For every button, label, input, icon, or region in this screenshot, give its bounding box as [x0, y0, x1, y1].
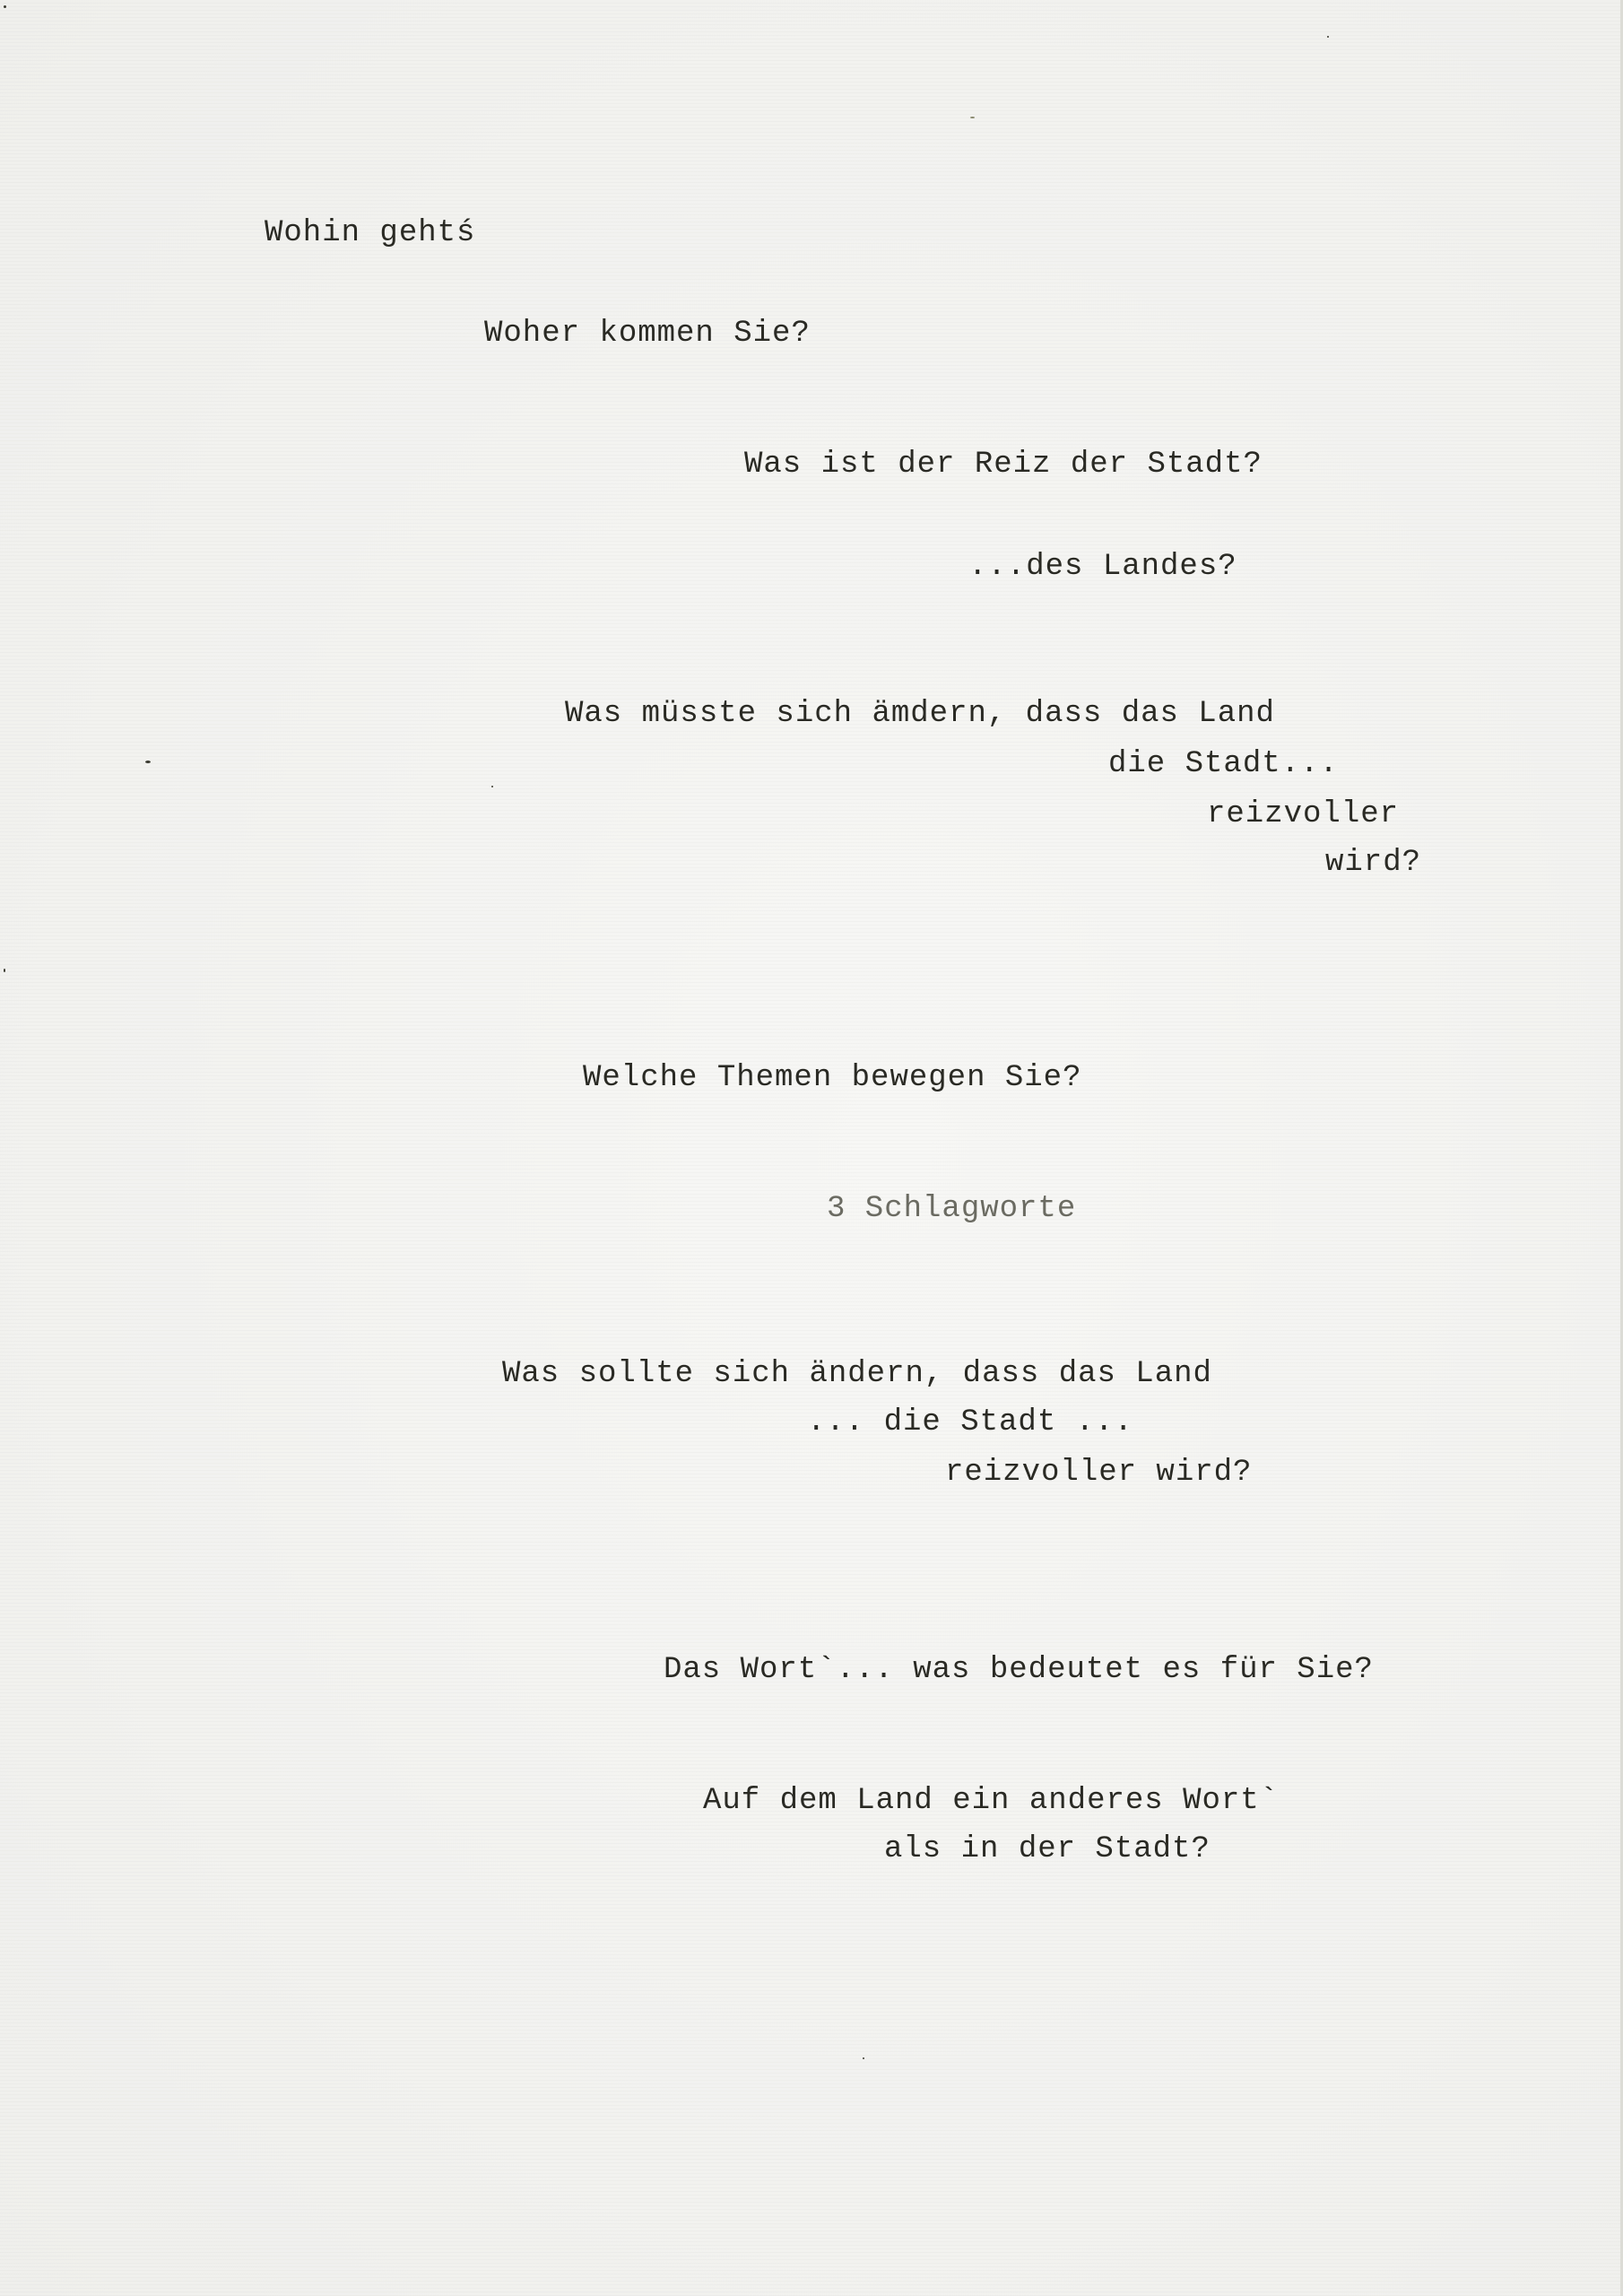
- ink-speck: [145, 761, 151, 763]
- line-wohin-gehts: Wohin gehtś: [265, 216, 476, 250]
- line-muesste-aendern: Was müsste sich ämdern, dass das Land: [565, 697, 1275, 731]
- line-als-in-der-stadt: als in der Stadt?: [884, 1832, 1211, 1866]
- ink-speck: [491, 786, 493, 787]
- ink-speck: [863, 2057, 864, 2059]
- ink-speck: [970, 117, 975, 118]
- line-des-landes: ...des Landes?: [968, 550, 1237, 584]
- line-reizvoller-1: reizvoller: [1207, 797, 1400, 831]
- line-reizvoller-wird: reizvoller wird?: [945, 1456, 1253, 1490]
- line-woher-kommen: Woher kommen Sie?: [484, 317, 811, 351]
- line-schlagworte: 3 Schlagworte: [827, 1192, 1077, 1226]
- ink-speck: [1327, 36, 1329, 38]
- line-die-stadt-1: die Stadt...: [1108, 747, 1339, 781]
- line-reiz-der-stadt: Was ist der Reiz der Stadt?: [744, 448, 1263, 482]
- line-welche-themen: Welche Themen bewegen Sie?: [583, 1061, 1082, 1095]
- line-sollte-aendern: Was sollte sich ändern, dass das Land: [502, 1357, 1212, 1391]
- line-die-stadt-2: ... die Stadt ...: [807, 1405, 1133, 1439]
- ink-speck: [4, 5, 6, 8]
- line-wird-1: wird?: [1325, 846, 1422, 880]
- line-anderes-wort: Auf dem Land ein anderes Wort`: [703, 1784, 1280, 1818]
- ink-speck: [4, 969, 5, 972]
- line-das-wort: Das Wort`... was bedeutet es für Sie?: [664, 1653, 1374, 1687]
